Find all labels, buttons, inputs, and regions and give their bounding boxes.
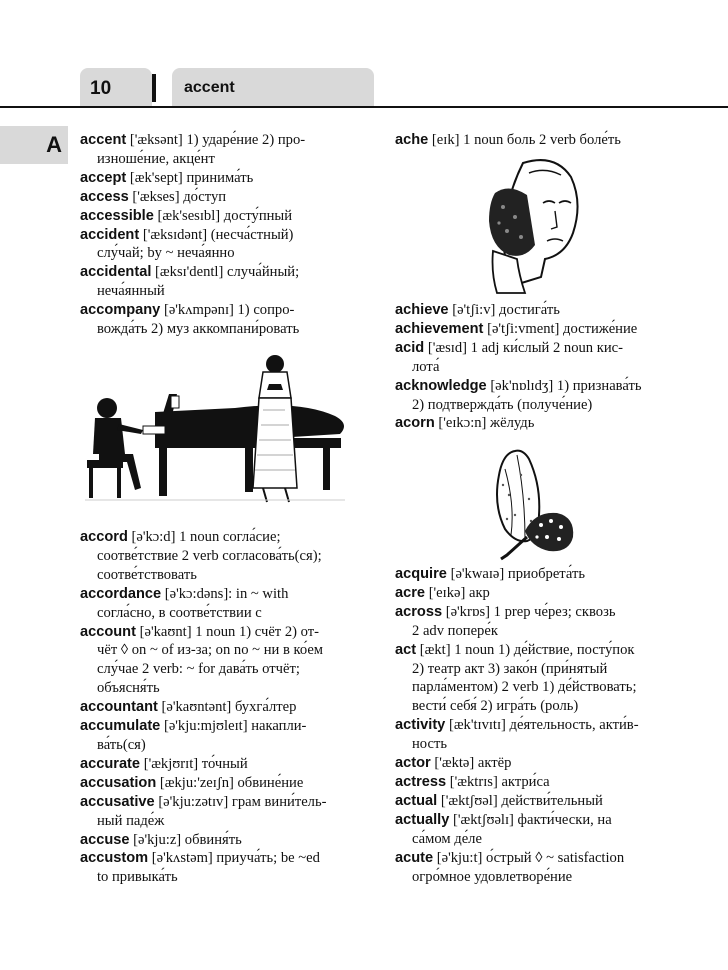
- headword: accessible: [80, 207, 154, 224]
- entry: accent ['æksənt] 1) ударе́ние 2) про- изноше́ние, акце́нт: [80, 132, 306, 167]
- entry: act [ækt] 1 noun 1) де́йствие, посту́пок 2) театр акт 3) зако́н (при́нятый парла́ментом) 2 verb 1) де́йствовать; вести́ себя́ 2) игра́ть (роль): [395, 641, 637, 715]
- guide-word-tab: [172, 68, 374, 106]
- letter-tab: [0, 126, 68, 164]
- entry: achievement [ə'tʃi:vment] достиже́ние: [395, 320, 638, 337]
- headword: actual: [395, 792, 438, 809]
- entry: acid ['æsɪd] 1 adj ки́слый 2 noun кис- лота́: [395, 339, 623, 375]
- entry: accusation [ækju:'zeɪʃn] обвине́ние: [80, 774, 304, 791]
- headword: account: [80, 623, 136, 640]
- entry: access ['ækses] до́ступ: [80, 188, 227, 205]
- headword: accusative: [80, 793, 155, 810]
- entry: acre ['eɪkə] акр: [395, 584, 490, 601]
- entry: acquire [ə'kwaɪə] приобрета́ть: [395, 566, 586, 582]
- headword: accumulate: [80, 718, 161, 735]
- entry: accord [ə'kɔ:d] 1 noun согла́сие; соотве́тствие 2 verb согласова́ть(ся); соотве́тствовать: [80, 529, 322, 583]
- headword: acquire: [395, 566, 447, 582]
- entry: actually ['æktʃʊəlɪ] факти́чески, на са́мом де́ле: [395, 811, 612, 847]
- entry: accessible [æk'sesɪbl] досту́пный: [80, 207, 293, 224]
- page-number-tab: [80, 68, 152, 106]
- headword: acute: [395, 849, 434, 866]
- headword: accident: [80, 226, 140, 243]
- right-column-middle: [395, 301, 685, 433]
- entry: accusative [ə'kju:zətɪv] грам вини́тель- ный паде́ж: [80, 793, 327, 829]
- entry: acute [ə'kju:t] о́стрый ◊ ~ satisfaction огро́мное удовлетворе́ние: [395, 849, 625, 885]
- headword: actually: [395, 811, 450, 828]
- entry: achieve [ə'tʃi:v] достига́ть: [395, 302, 560, 318]
- entry: actual ['æktʃʊəl] действи́тельный: [395, 792, 603, 809]
- headword: accustom: [80, 850, 149, 867]
- entry: accountant [ə'kaʊntənt] бухга́лтер: [80, 699, 297, 716]
- headword: accidental: [80, 264, 152, 281]
- left-column-bottom: [80, 528, 380, 887]
- headword: accent: [80, 132, 127, 148]
- section-letter: A: [46, 132, 62, 157]
- headword: accusation: [80, 774, 157, 791]
- headache-man-illustration: [485, 155, 585, 295]
- page-number: 10: [90, 78, 112, 99]
- headword: actress: [395, 773, 447, 790]
- right-column-bottom: [395, 565, 685, 886]
- headword: accompany: [80, 302, 161, 319]
- piano-singer-illustration: [85, 350, 355, 510]
- headword: activity: [395, 717, 446, 734]
- headword: accept: [80, 169, 127, 186]
- headword: acknowledge: [395, 377, 487, 394]
- header-divider: [152, 74, 156, 102]
- entry: accident ['æksɪdənt] (несча́стный) слу́чай; by ~ неча́янно: [80, 226, 294, 262]
- entry: across [ə'krɒs] 1 prep че́рез; сквозь 2 adv попере́к: [395, 603, 616, 639]
- entry: acorn ['eɪkɔ:n] жёлудь: [395, 415, 535, 432]
- entry: accept [æk'sept] принима́ть: [80, 169, 254, 186]
- header-rule: [0, 106, 728, 108]
- guide-word: accent: [184, 79, 235, 96]
- acorn-illustration: [485, 445, 585, 565]
- entry: actor ['æktə] актёр: [395, 755, 512, 772]
- headword: across: [395, 603, 443, 620]
- headword: achieve: [395, 302, 449, 318]
- entry: ache [eɪk] 1 noun боль 2 verb боле́ть: [395, 132, 621, 148]
- headword: accord: [80, 529, 128, 545]
- entry: accumulate [ə'kju:mjʊleɪt] накапли- ва́ть(ся): [80, 718, 307, 753]
- headword: access: [80, 188, 129, 205]
- headword: accuse: [80, 831, 130, 848]
- entry: accustom [ə'kʌstəm] приуча́ть; be ~ed to привыка́ть: [80, 850, 320, 886]
- left-column-top: [80, 131, 380, 339]
- headword: actor: [395, 755, 431, 772]
- headword: acid: [395, 339, 425, 356]
- entry: accurate ['ækjʊrɪt] то́чный: [80, 755, 248, 772]
- entry: accidental [æksɪ'dentl] случа́йный; неча́янный: [80, 264, 300, 300]
- entry: accuse [ə'kju:z] обвиня́ть: [80, 831, 242, 848]
- entry: acknowledge [ək'nɒlɪdʒ] 1) признава́ть 2) подтвержда́ть (получе́ние): [395, 377, 642, 413]
- headword: accurate: [80, 755, 141, 772]
- headword: accountant: [80, 699, 158, 716]
- right-column-top: [395, 131, 685, 150]
- entry: account [ə'kaʊnt] 1 noun 1) счёт 2) от- чёт ◊ on ~ of из-за; on no ~ ни в ко́ем слу́чае 2 verb: ~ for дава́ть отчёт; объясня́ть: [80, 623, 324, 697]
- entry: actress ['æktrɪs] актри́са: [395, 773, 550, 790]
- entry: accordance [ə'kɔ:dəns]: in ~ with согла́сно, в соотве́тствии с: [80, 585, 289, 621]
- headword: achievement: [395, 320, 484, 337]
- headword: act: [395, 641, 417, 658]
- headword: acorn: [395, 415, 435, 432]
- entry: activity [æk'tɪvɪtɪ] де́ятельность, акти́в- ность: [395, 717, 639, 753]
- entry: accompany [ə'kʌmpənɪ] 1) сопро- вожда́ть 2) муз аккомпани́ровать: [80, 302, 300, 338]
- headword: acre: [395, 584, 426, 601]
- headword: accordance: [80, 585, 162, 602]
- headword: ache: [395, 132, 429, 148]
